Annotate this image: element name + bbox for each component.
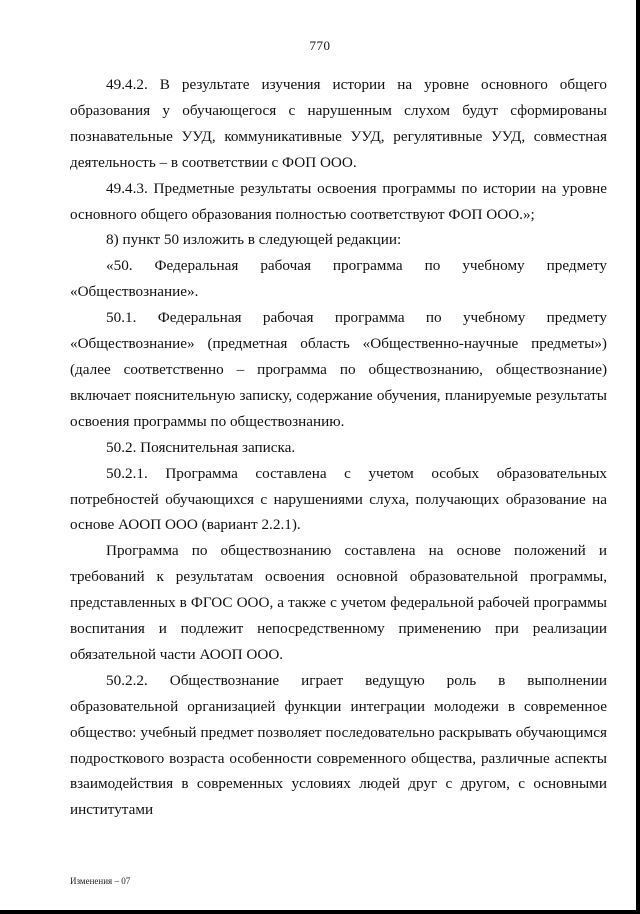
paragraph-50-heading: «50. Федеральная рабочая программа по учебному предмету «Обществознание». <box>70 257 607 301</box>
paragraph-49-4-3: 49.4.3. Предметные результаты освоения программы по истории на уровне основного общего образования полностью соответствуют ФОП ООО.»; <box>70 179 607 223</box>
paragraph-50-2-2: 50.2.2. Обществознание играет ведущую роль в выполнении образовательной организацией функции интеграции молодежи в современное общество: учебный предмет позволяет последовательно раскрывать обучающимся подросткового возраста особенности современного общества, различные аспекты взаимодействия в современных условиях людей друг с другом, с основными институтами <box>70 671 607 819</box>
document-body <box>70 72 607 823</box>
footer-revision-note: Изменения – 07 <box>70 876 131 886</box>
page-number: 770 <box>309 38 331 53</box>
paragraph-item-8: 8) пункт 50 изложить в следующей редакции: <box>106 231 402 249</box>
paragraph-50-2-1: 50.2.1. Программа составлена с учетом особых образовательных потребностей обучающихся с нарушениями слуха, получающих образование на основе АООП ООО (вариант 2.2.1). <box>70 464 607 534</box>
paragraph-49-4-2: 49.4.2. В результате изучения истории на уровне основного общего образования у обучающегося с нарушенным слухом будут сформированы познавательные УУД, коммуникативные УУД, регулятивные УУД, совместная деятельность – в соответствии с ФОП ООО. <box>70 76 607 171</box>
paragraph-program-basis: Программа по обществознанию составлена на основе положений и требований к результатам освоения основной образовательной программы, представленных в ФГОС ООО, а также с учетом федеральной рабочей программы воспитания и подлежит непосредственному применению при реализации обязательной части АООП ООО. <box>70 542 607 663</box>
paragraph-50-1: 50.1. Федеральная рабочая программа по учебному предмету «Обществознание» (предметная область «Общественно-научные предметы») (далее соответственно – программа по обществознанию, обществознание) включает пояснительную записку, содержание обучения, планируемые результаты освоения программы по обществознанию. <box>70 309 607 430</box>
paragraph-50-2: 50.2. Пояснительная записка. <box>106 438 296 456</box>
